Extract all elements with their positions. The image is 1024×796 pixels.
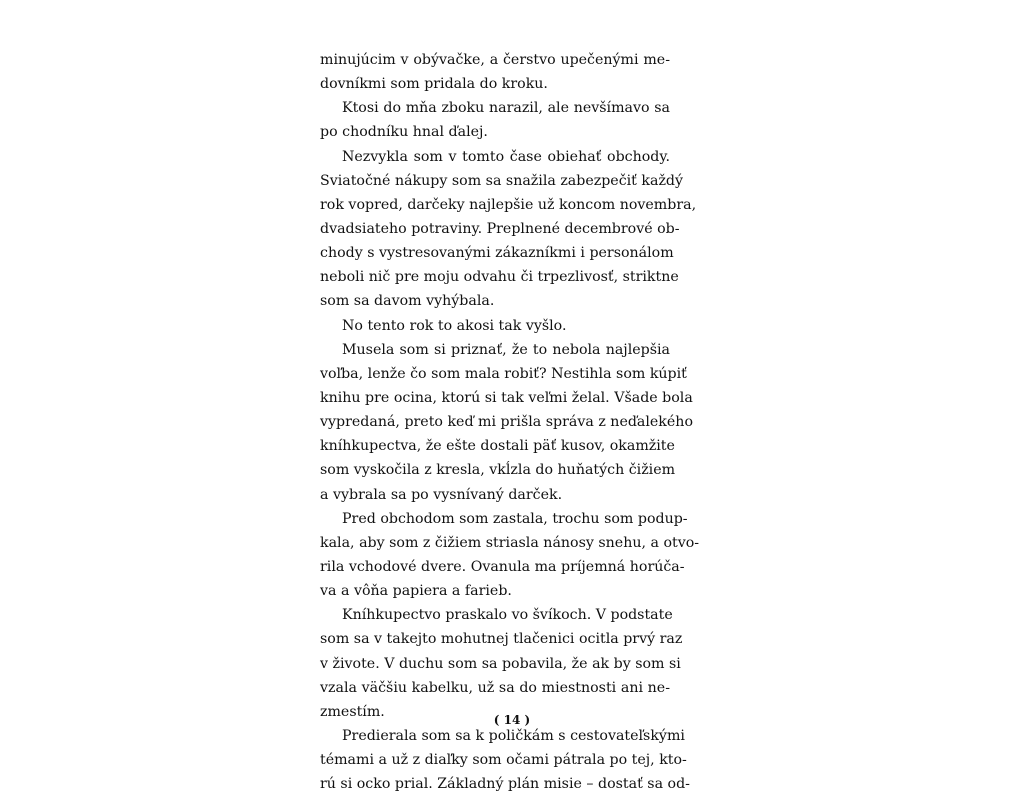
text-line: kala, aby som z čižiem striasla nánosy snehu, a otvo-	[320, 534, 700, 551]
text-line: vzala väčšiu kabelku, už sa do miestnosti ani ne-	[320, 679, 670, 696]
text-line: rú si ocko prial. Základný plán misie – dostať sa od-	[320, 776, 690, 793]
paragraph	[320, 96, 670, 144]
paragraph	[320, 507, 700, 604]
text-line: Nezvykla som v tomto čase obiehať obchody.	[342, 148, 670, 165]
text-line: Ktosi do mňa zboku narazil, ale nevšímavo sa	[342, 100, 670, 117]
text-line: témami a už z diaľky som očami pátrala po tej, kto-	[320, 752, 687, 769]
paragraph	[320, 314, 670, 338]
text-line: chody s vystresovanými zákazníkmi i personálom	[320, 245, 674, 262]
text-line: Musela som si priznať, že to nebola najlepšia	[342, 341, 670, 358]
text-line: Pred obchodom som zastala, trochu som podup-	[342, 510, 688, 527]
text-line: knihu pre ocina, ktorú si tak veľmi želal. Všade bola	[320, 389, 693, 406]
paragraph	[320, 48, 670, 96]
text-line: rok vopred, darčeky najlepšie už koncom novembra,	[320, 196, 697, 213]
text-line: vypredaná, preto keď mi prišla správa z neďalekého	[320, 414, 693, 431]
text-line: po chodníku hnal ďalej.	[320, 124, 488, 141]
text-line: Sviatočné nákupy som sa snažila zabezpečiť každý	[320, 172, 684, 189]
text-line: minujúcim v obývačke, a čerstvo upečenými me-	[320, 52, 670, 68]
paragraph	[320, 145, 697, 314]
paragraph	[320, 338, 693, 507]
text-line: som sa davom vyhýbala.	[320, 293, 495, 310]
text-line: a vybrala sa po vysnívaný darček.	[320, 486, 563, 503]
page-number: ( 14 )	[493, 713, 531, 727]
text-line: dvadsiateho potraviny. Preplnené decembrové ob-	[320, 220, 680, 237]
text-line: No tento rok to akosi tak vyšlo.	[342, 317, 567, 334]
text-line: kníhkupectva, že ešte dostali päť kusov, okamžite	[320, 438, 675, 455]
text-line: voľba, lenže čo som mala robiť? Nestihla som kúpiť	[320, 365, 687, 382]
text-line: v živote. V duchu som sa pobavila, že ak by som si	[320, 655, 681, 672]
text-line: som sa v takejto mohutnej tlačenici ocitla prvý raz	[320, 631, 683, 648]
body-text	[320, 48, 700, 796]
paragraph	[320, 724, 690, 796]
text-line: som vyskočila z kresla, vkĺzla do huňatých čižiem	[320, 462, 676, 479]
paragraph	[320, 603, 683, 724]
text-line: va a vôňa papiera a farieb.	[320, 583, 512, 600]
text-line: Kníhkupectvo praskalo vo švíkoch. V podstate	[342, 607, 673, 624]
text-line: Predierala som sa k poličkám s cestovateľskými	[342, 727, 685, 744]
text-line: rila vchodové dvere. Ovanula ma príjemná horúča-	[320, 558, 685, 575]
text-line: zmestím.	[320, 703, 385, 720]
text-line: neboli nič pre moju odvahu či trpezlivosť, striktne	[320, 269, 679, 286]
text-line: dovníkmi som pridala do kroku.	[320, 76, 548, 93]
